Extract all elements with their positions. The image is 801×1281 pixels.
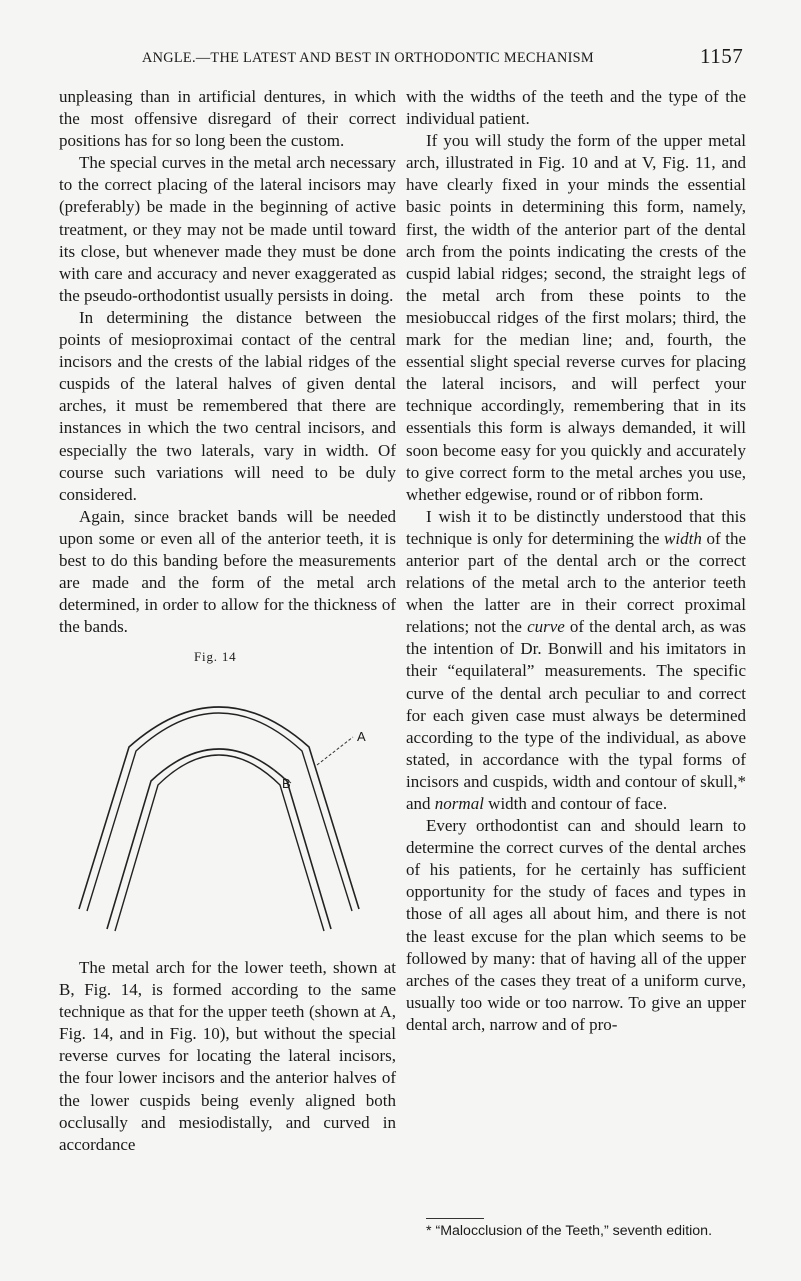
right-paragraph-3 (406, 506, 746, 815)
figure-label-b: B (282, 776, 291, 791)
figure-14 (59, 649, 396, 951)
figure-label: Fig. 14 (194, 649, 237, 664)
running-head-title: ANGLE.—THE LATEST AND BEST IN ORTHODONTIC MECHANISM (142, 50, 594, 66)
lower-arch-inner-line (115, 755, 324, 931)
upper-arch-inner-line (87, 713, 352, 911)
right-paragraph-4: Every orthodontist can and should learn to determine the correct curves of the dental arches of his patients, for he certainly has sufficient opportunity for the study of faces and types in those of all ages all about him, and there is not the least excuse for the plan which seems to be followed by many: that of having all of the upper arches of the cases they treat of a uniform curve, usually too wide or too narrow. To give an upper dental arch, narrow and of pro- (406, 816, 746, 1034)
figure-label-a: A (357, 729, 366, 744)
lower-arch-outer-line (107, 749, 331, 929)
leader-line-a (317, 737, 353, 765)
left-paragraph-4: Again, since bracket bands will be needed upon some or even all of the anterior teeth, it is best to do this banding before the measurements are made and the form of the metal arch determined, in order to allow for the thickness of the bands. (59, 506, 396, 637)
footnote-rule (426, 1218, 484, 1219)
footnote: * “Malocclusion of the Teeth,” seventh edition. (426, 1223, 713, 1239)
right-paragraph-2: If you will study the form of the upper metal arch, illustrated in Fig. 10 and at V, Fig. 11, and have clearly fixed in your minds the essential basic points in determining this form, namely, first, the width of the anterior part of the dental arch from the points indicating the crests of the cuspid labial ridges; second, the straight legs of the metal arch from these points to the mesiobuccal ridges of the first molars; third, the mark for the median line; and, fourth, the essential slight special reverse curves for placing the lateral incisors, and will perfect your technique accordingly, remembering that in its essentials this form is always demanded, it will soon become easy for you quickly and accurately to give correct form to the metal arches you use, whether edgewise, round or of ribbon form. (406, 131, 746, 504)
p3-emphasis-normal: normal (434, 794, 484, 813)
left-paragraph-5: The metal arch for the lower teeth, shown at B, Fig. 14, is formed according to the same technique as that for the upper teeth (shown at A, Fig. 14, and in Fig. 10), but without the special reverse curves for locating the lateral incisors, the four lower incisors and the anterior halves of the lower cuspids being evenly aligned both occlusally and mesiodistally, and curved in accordance (59, 958, 396, 1154)
running-header (0, 44, 801, 78)
left-column-bottom (59, 957, 396, 1156)
page-number: 1157 (700, 44, 744, 68)
p3-text-c: of the dental arch, as was the intention of Dr. Bonwill and his imitators in their “equilateral” measurements. The specific curve of the dental arch peculiar to and correct for each given case must always be determined according to the type of the individual, as above stated, in accordance with the typal forms of incisors and cuspids, width and contour of skull,* and (406, 617, 746, 813)
p3-emphasis-width: width (664, 528, 702, 548)
left-paragraph-1: unpleasing than in artificial dentures, in which the most offensive disregard of their correct positions has for so long been the custom. (59, 87, 396, 151)
p3-text-b: of the anterior part of the dental arch or the correct relations of the metal arch to the anterior teeth when the latter are in their correct proximal relations; not the (406, 528, 746, 637)
left-paragraph-3: In determining the distance between the points of mesioproximai contact of the central incisors and the crests of the labial ridges of the cuspids of the lateral halves of given dental arches, it must be remembered that there are instances in which the two central incisors, and especially the two laterals, vary in width. Of course such variations will need to be duly considered. (59, 307, 396, 504)
left-column (59, 86, 396, 726)
right-paragraph-1: with the widths of the teeth and the type of the individual patient. (406, 87, 746, 129)
p3-emphasis-curve: curve (527, 617, 565, 637)
upper-arch-outer-line (79, 707, 359, 909)
left-paragraph-2: The special curves in the metal arch necessary to the correct placing of the lateral incisors may (preferably) be made in the beginning of active treatment, or they may not be made until toward its close, but whenever made they must be done with care and accuracy and never exaggerated as the pseudo-orthodontist usually persists in doing. (59, 153, 396, 305)
right-column (406, 86, 746, 1036)
p3-text-d: width and contour of face. (483, 794, 668, 813)
arch-diagram (59, 677, 396, 949)
p3-text-a: I wish it to be distinctly understood that this technique is only for determining the (406, 506, 746, 548)
